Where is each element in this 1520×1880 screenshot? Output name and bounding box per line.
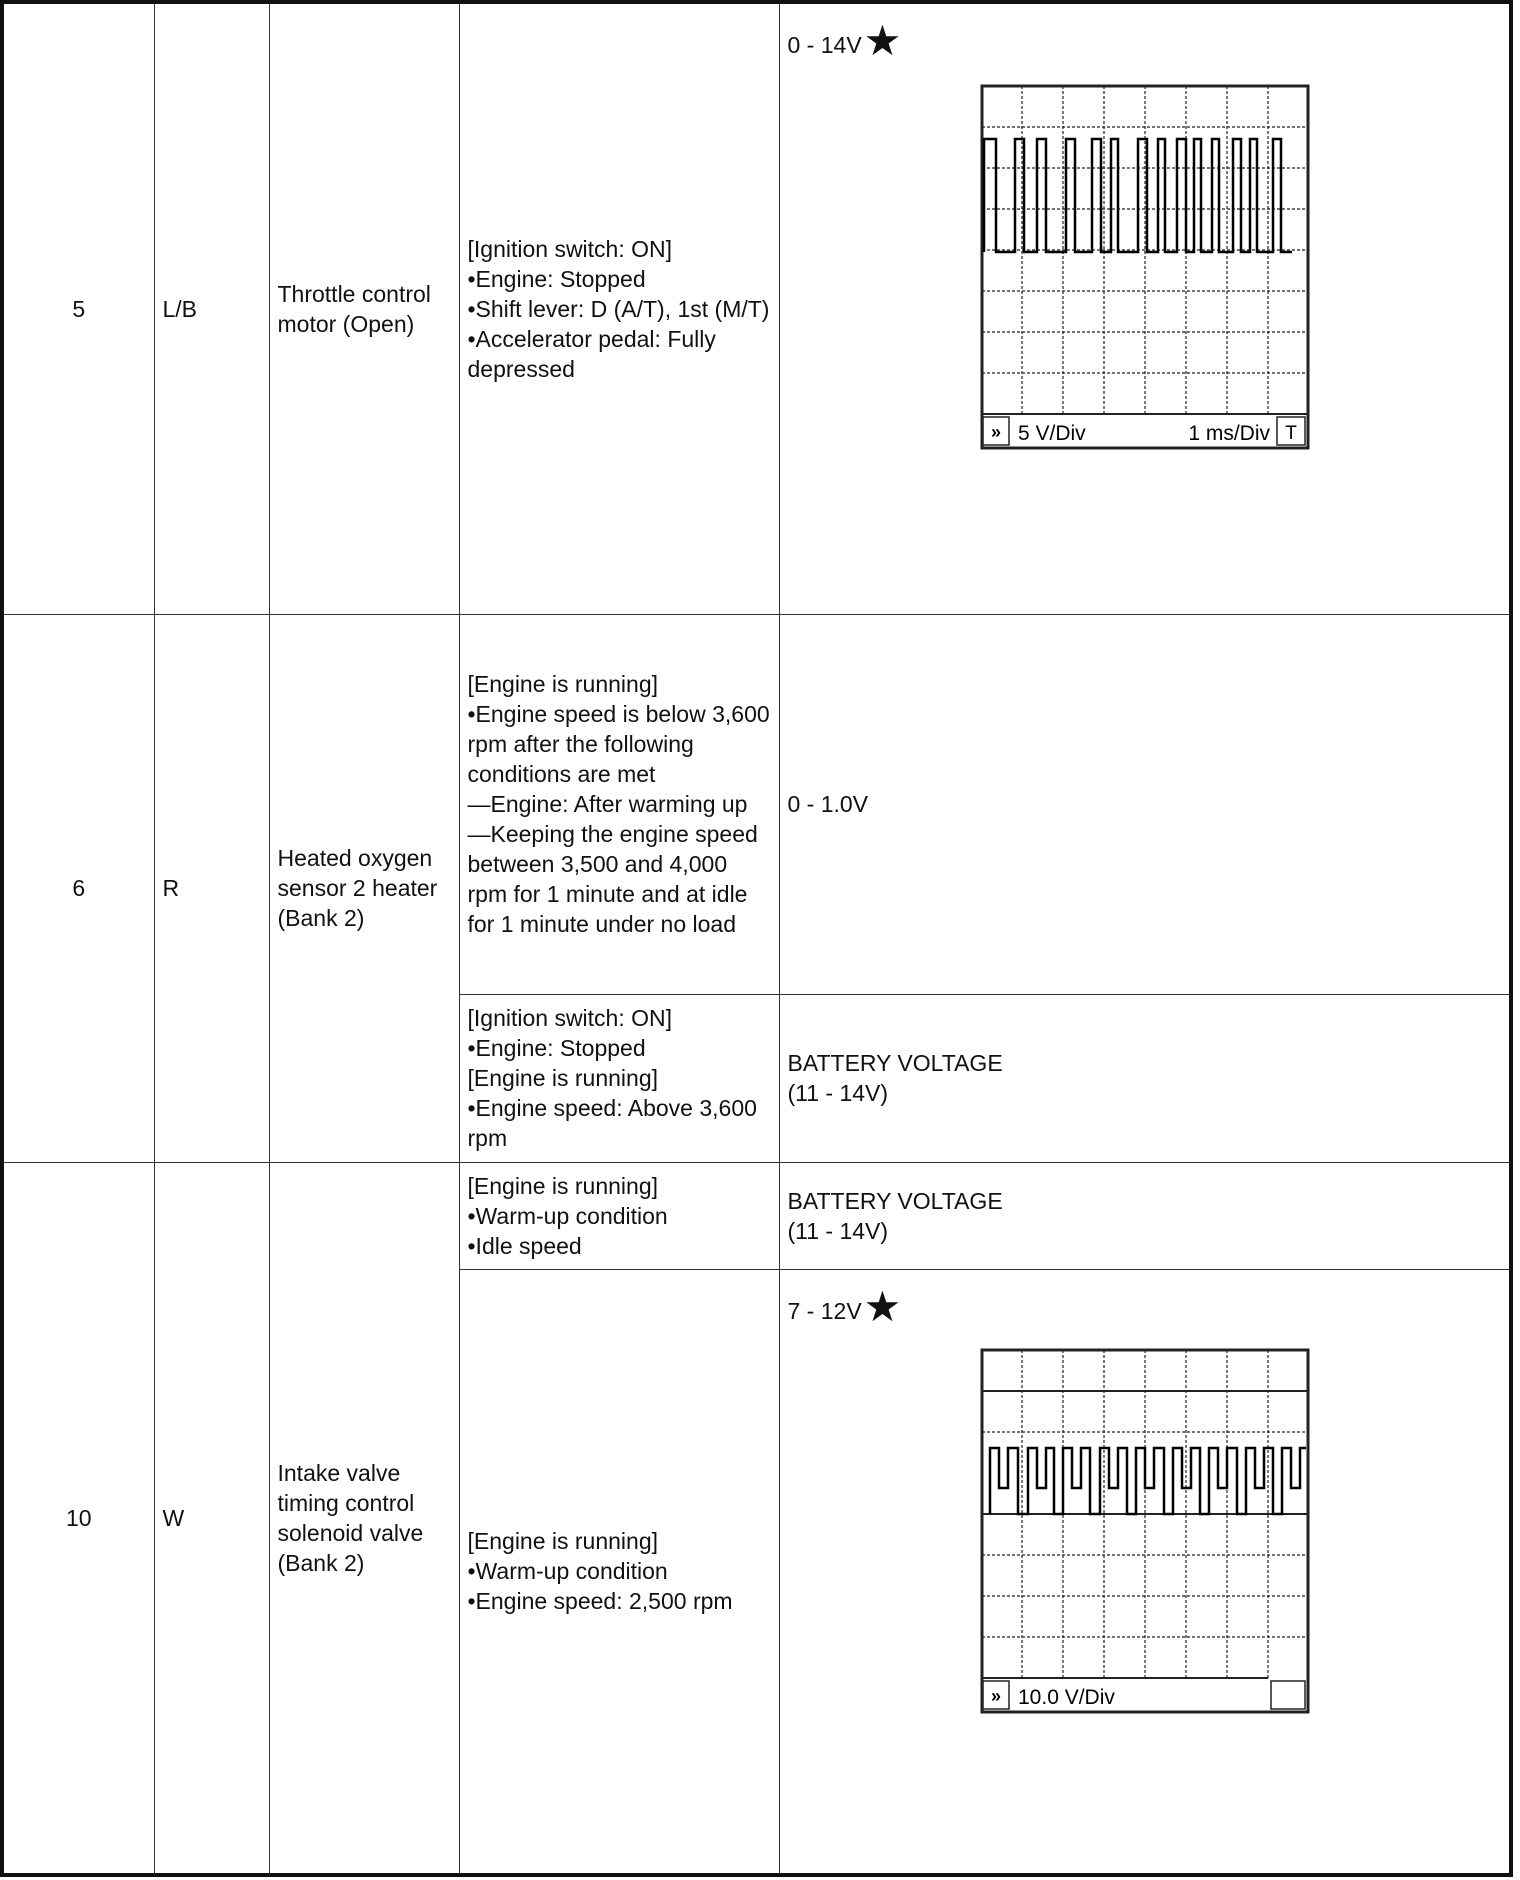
wire-color: R: [154, 615, 269, 1163]
table-row: [2, 2, 1511, 615]
voltage-cell: [779, 1162, 1511, 1269]
voltage-value: 7 - 12V★: [787, 1282, 902, 1330]
terminal-number: 10: [2, 1162, 154, 1875]
terminal-number: 5: [2, 2, 154, 615]
scope-grid: [982, 1350, 1308, 1712]
waveform-trace: [990, 1448, 1306, 1514]
scope-arrow: »: [990, 1685, 1001, 1706]
star-icon: ★: [863, 1282, 902, 1330]
scope-time-div: 1 ms/Div: [1187, 422, 1270, 445]
scope-arrow: »: [990, 422, 1001, 442]
item-name: Heated oxygen sensor 2 heater (Bank 2): [269, 615, 459, 1163]
condition-cell: [459, 615, 779, 994]
oscilloscope-waveform: [980, 1348, 1310, 1714]
voltage-value: BATTERY VOLTAGE: [787, 1187, 1003, 1214]
voltage-value: (11 - 14V): [787, 1217, 889, 1244]
condition-line: •Engine speed is below 3,600 rpm after the following conditions are met: [467, 701, 770, 788]
condition-line: •Engine: Stopped: [467, 1035, 646, 1062]
voltage-cell: [779, 615, 1511, 994]
condition-cell: [459, 994, 779, 1162]
condition-line: •Engine speed: Above 3,600 rpm: [467, 1095, 757, 1152]
voltage-value: BATTERY VOLTAGE: [787, 1050, 1003, 1077]
condition-line: •Idle speed: [467, 1232, 582, 1259]
scope-volts-div: 10.0 V/Div: [1017, 1685, 1115, 1709]
item-name: Throttle control motor (Open): [269, 2, 459, 615]
condition-line: •Shift lever: D (A/T), 1st (M/T): [467, 296, 770, 323]
voltage-cell: [779, 2, 1511, 615]
waveform-trace: [984, 139, 1292, 252]
condition-line: [Ignition switch: ON]: [467, 236, 673, 263]
voltage-value: 0 - 14V★: [787, 17, 902, 64]
voltage-cell: [779, 994, 1511, 1162]
condition-line: —Engine: After warming up: [467, 791, 748, 818]
condition-line: [Engine is running]: [467, 671, 659, 698]
voltage-value: 0 - 1.0V: [787, 791, 869, 818]
condition-line: [Engine is running]: [467, 1528, 659, 1555]
item-name: Intake valve timing control solenoid valve (Bank 2): [269, 1162, 459, 1875]
oscilloscope-waveform: [980, 84, 1310, 450]
voltage-value: (11 - 14V): [787, 1080, 889, 1107]
condition-line: —Keeping the engine speed between 3,500 and 4,000 rpm for 1 minute and at idle for 1 minute under no load: [467, 821, 758, 938]
star-icon: ★: [863, 17, 902, 64]
table-row: [2, 1162, 1511, 1269]
condition-line: [Engine is running]: [467, 1065, 659, 1092]
scope-trigger: T: [1284, 423, 1297, 444]
condition-cell: [459, 1269, 779, 1875]
condition-line: •Engine speed: 2,500 rpm: [467, 1588, 733, 1615]
wire-color: W: [154, 1162, 269, 1875]
condition-line: •Warm-up condition: [467, 1558, 668, 1585]
condition-line: [Engine is running]: [467, 1172, 659, 1199]
table-row: [2, 615, 1511, 994]
condition-cell: [459, 1162, 779, 1269]
condition-line: •Warm-up condition: [467, 1202, 668, 1229]
wire-color: L/B: [154, 2, 269, 615]
terminal-number: 6: [2, 615, 154, 1163]
condition-line: •Engine: Stopped: [467, 266, 646, 293]
scope-volts-div: 5 V/Div: [1017, 422, 1086, 445]
condition-line: •Accelerator pedal: Fully depressed: [467, 326, 716, 383]
condition-line: [Ignition switch: ON]: [467, 1005, 673, 1032]
scope-grid: [982, 86, 1308, 448]
condition-cell: [459, 2, 779, 615]
voltage-cell: [779, 1269, 1511, 1875]
